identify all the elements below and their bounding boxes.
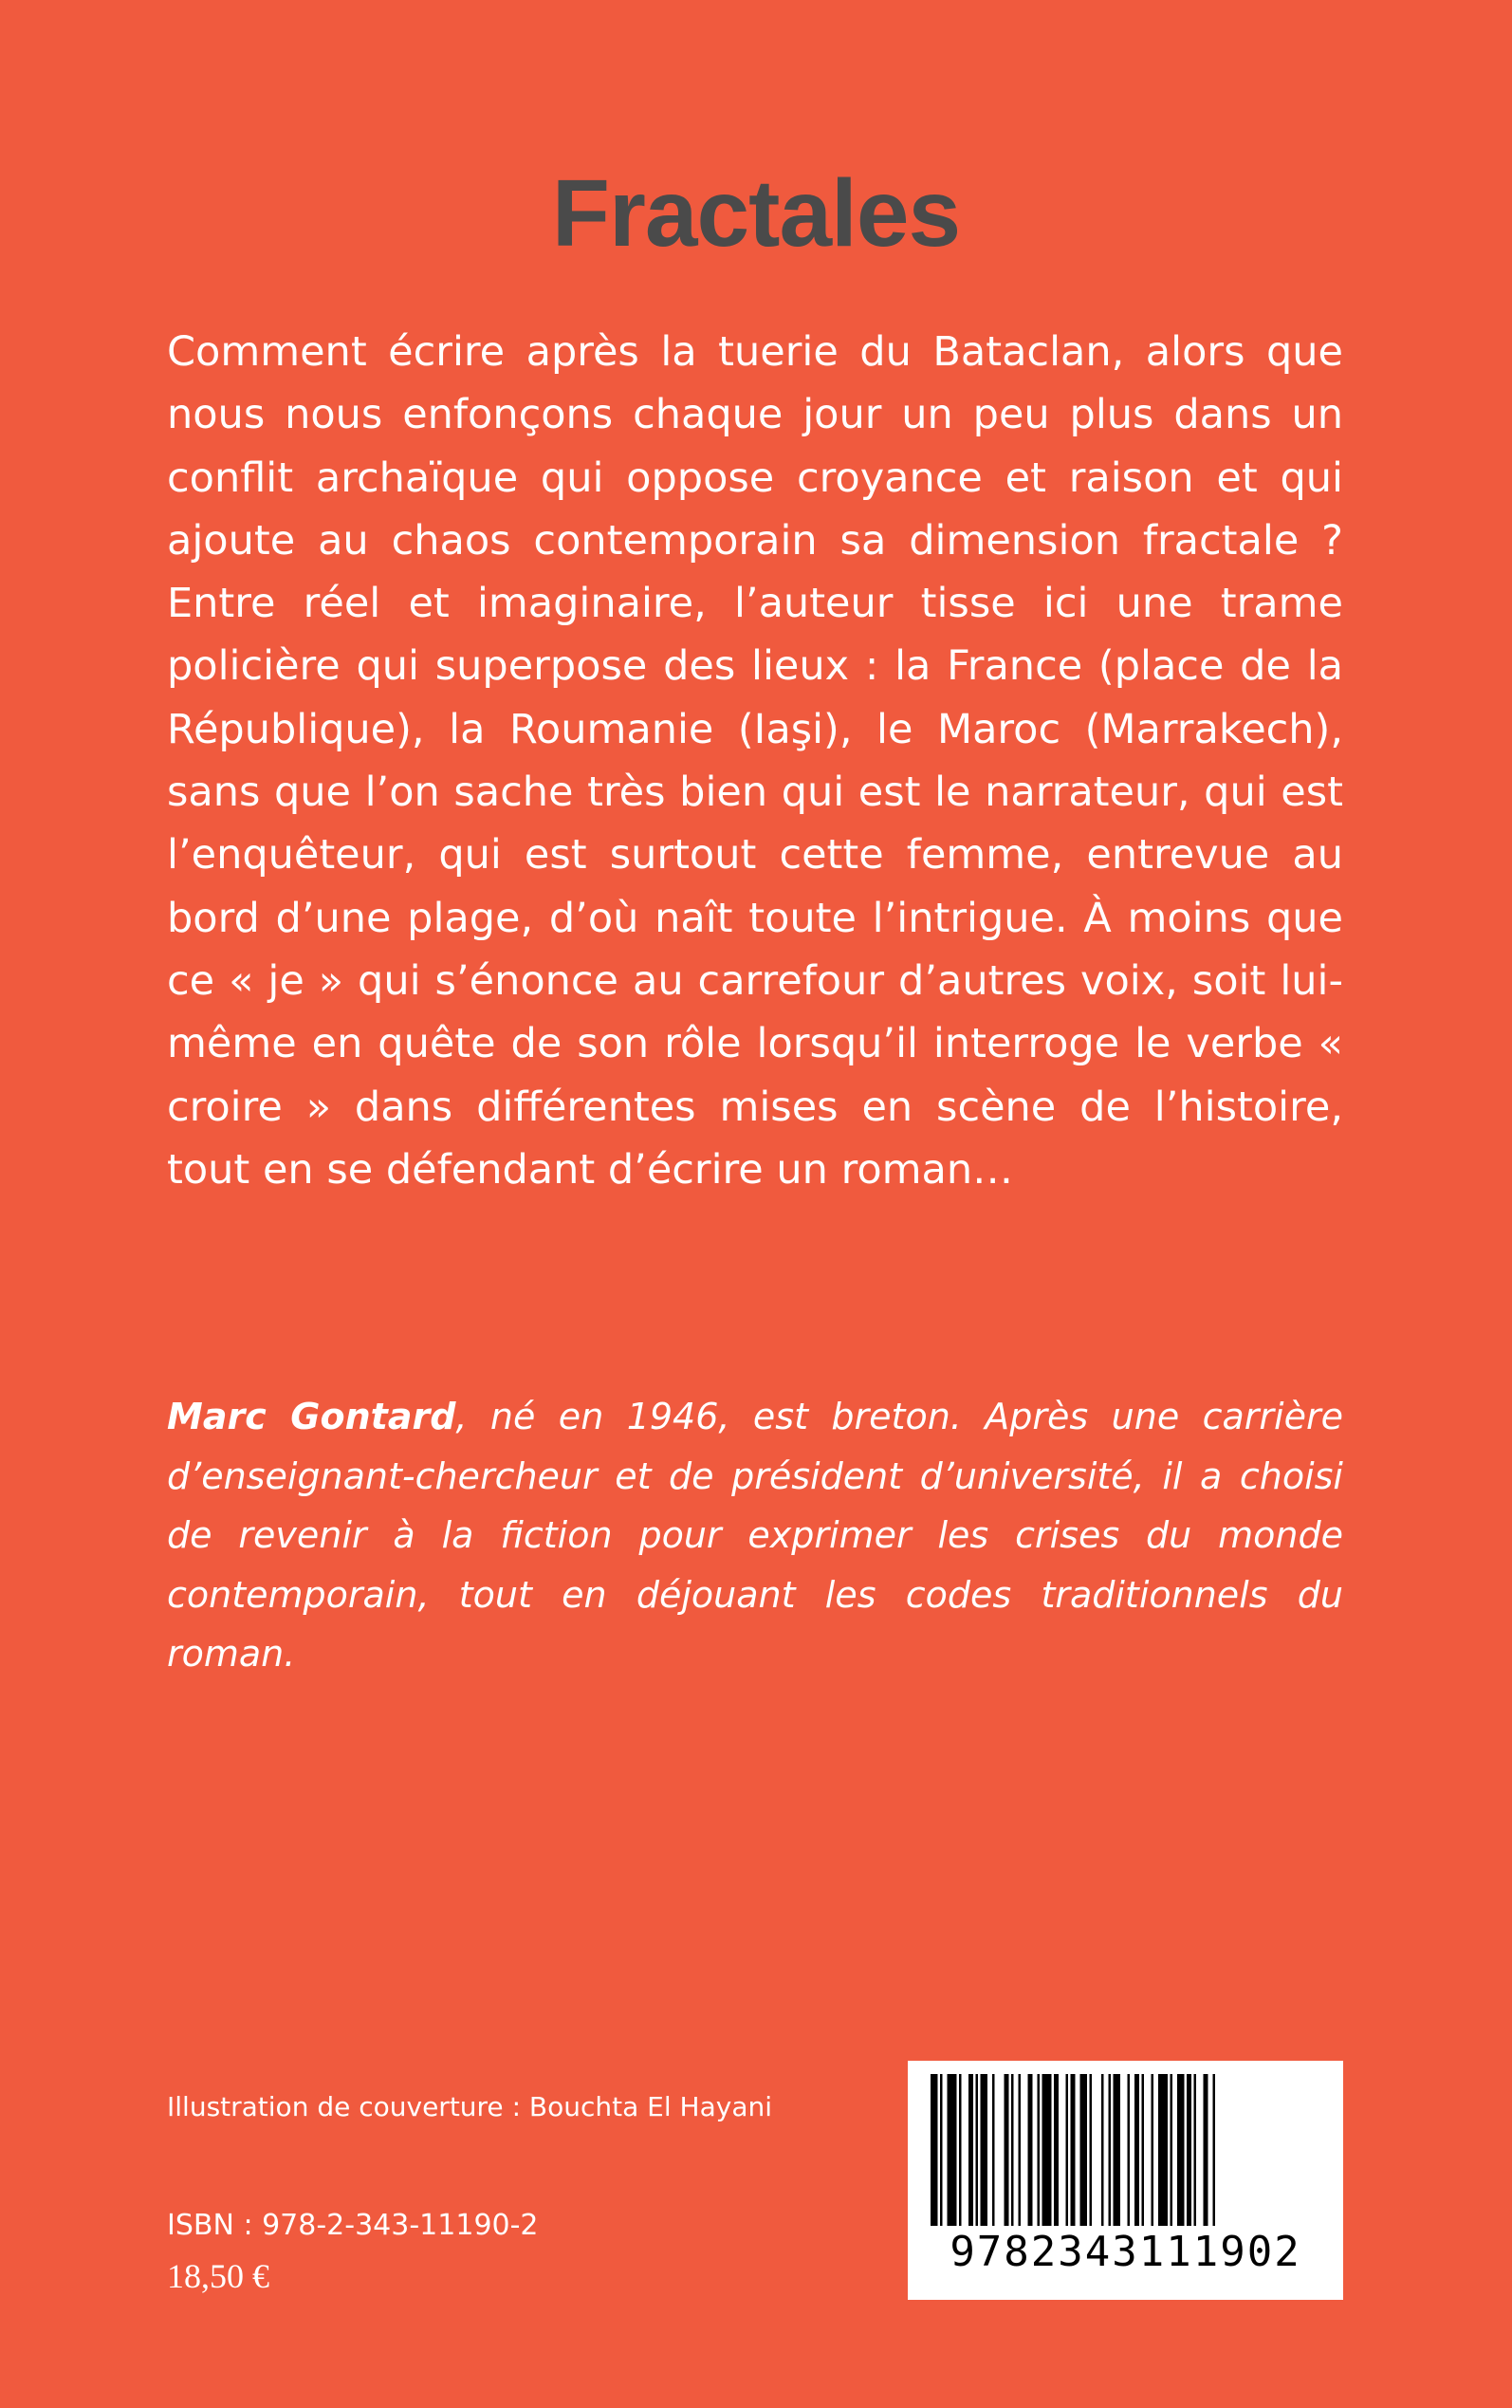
book-title: Fractales: [551, 160, 961, 267]
barcode-bar: [1028, 2074, 1033, 2226]
author-bio: [167, 1387, 1343, 1684]
barcode-bar: [1194, 2074, 1197, 2226]
back-cover-summary: [167, 321, 1343, 1201]
barcode-bar: [1114, 2074, 1121, 2226]
barcode: [908, 2061, 1343, 2300]
barcode-bar: [1171, 2074, 1173, 2226]
barcode-digits: 9782343111902: [950, 2228, 1301, 2276]
barcode-bar: [1204, 2074, 1208, 2226]
barcode-bar: [981, 2074, 988, 2226]
barcode-bar: [1101, 2074, 1104, 2226]
barcode-bar: [1019, 2074, 1022, 2226]
barcode-bar: [940, 2074, 943, 2226]
barcode-bar: [1066, 2074, 1069, 2226]
barcode-bar: [1080, 2074, 1088, 2226]
barcode-bar: [1142, 2074, 1145, 2226]
barcode-bar: [948, 2074, 957, 2226]
barcode-bar: [1005, 2074, 1009, 2226]
barcode-bar: [1134, 2074, 1139, 2226]
barcode-bar: [931, 2074, 938, 2226]
barcode-bar: [1042, 2074, 1052, 2226]
barcode-bar: [1213, 2074, 1216, 2226]
barcode-bar: [959, 2074, 962, 2226]
barcode-bar: [1177, 2074, 1185, 2226]
barcode-bar: [1109, 2074, 1112, 2226]
summary-text: Comment écrire après la tuerie du Bataclan, alors que nous nous enfonçons chaque jour un peu plus dans un conflit archaïque qui oppose croyance et raison et qui ajoute au chaos contemporain sa dimension fractale ? Entre réel et imaginaire, l’auteur tisse ici une trame policière qui superpose des lieux : la France (place de la République), la Roumanie (Iaşi), le Maroc (Marrakech), sans que l’on sache très bien qui est le narrateur, qui est l’enquêteur, qui est surtout cette femme, entrevue au bord d’une plage, d’où naît toute l’intrigue. À moins que ce « je » qui s’énonce au carrefour d’autres voix, soit lui-même en quête de son rôle lorsqu’il interroge le verbe « croire » dans différentes mises en scène de l’histoire, tout en se défendant d’écrire un roman…: [167, 328, 1343, 1194]
barcode-bar: [1128, 2074, 1131, 2226]
barcode-bar: [992, 2074, 995, 2226]
barcode-bar: [1054, 2074, 1059, 2226]
price: 18,50 €: [167, 2257, 269, 2295]
author-bio-text: , né en 1946, est breton. Après une carrière d’enseignant-chercheur et de président d’université, il a choisi de revenir à la fiction pour exprimer les crises du monde contemporain, tout en déjouant les codes traditionnels du roman.: [167, 1396, 1343, 1675]
isbn: ISBN : 978-2-343-11190-2: [167, 2209, 539, 2242]
barcode-bar: [976, 2074, 979, 2226]
illustration-credit: Illustration de couverture : Bouchta El Hayani: [167, 2091, 772, 2122]
barcode-bar: [1038, 2074, 1041, 2226]
author-name: Marc Gontard: [167, 1396, 456, 1437]
barcode-bar: [1090, 2074, 1093, 2226]
barcode-bar: [1187, 2074, 1191, 2226]
barcode-bar: [1158, 2074, 1168, 2226]
barcode-bar: [968, 2074, 973, 2226]
barcode-bar: [1071, 2074, 1076, 2226]
barcode-bar: [1011, 2074, 1014, 2226]
barcode-bar: [1152, 2074, 1154, 2226]
